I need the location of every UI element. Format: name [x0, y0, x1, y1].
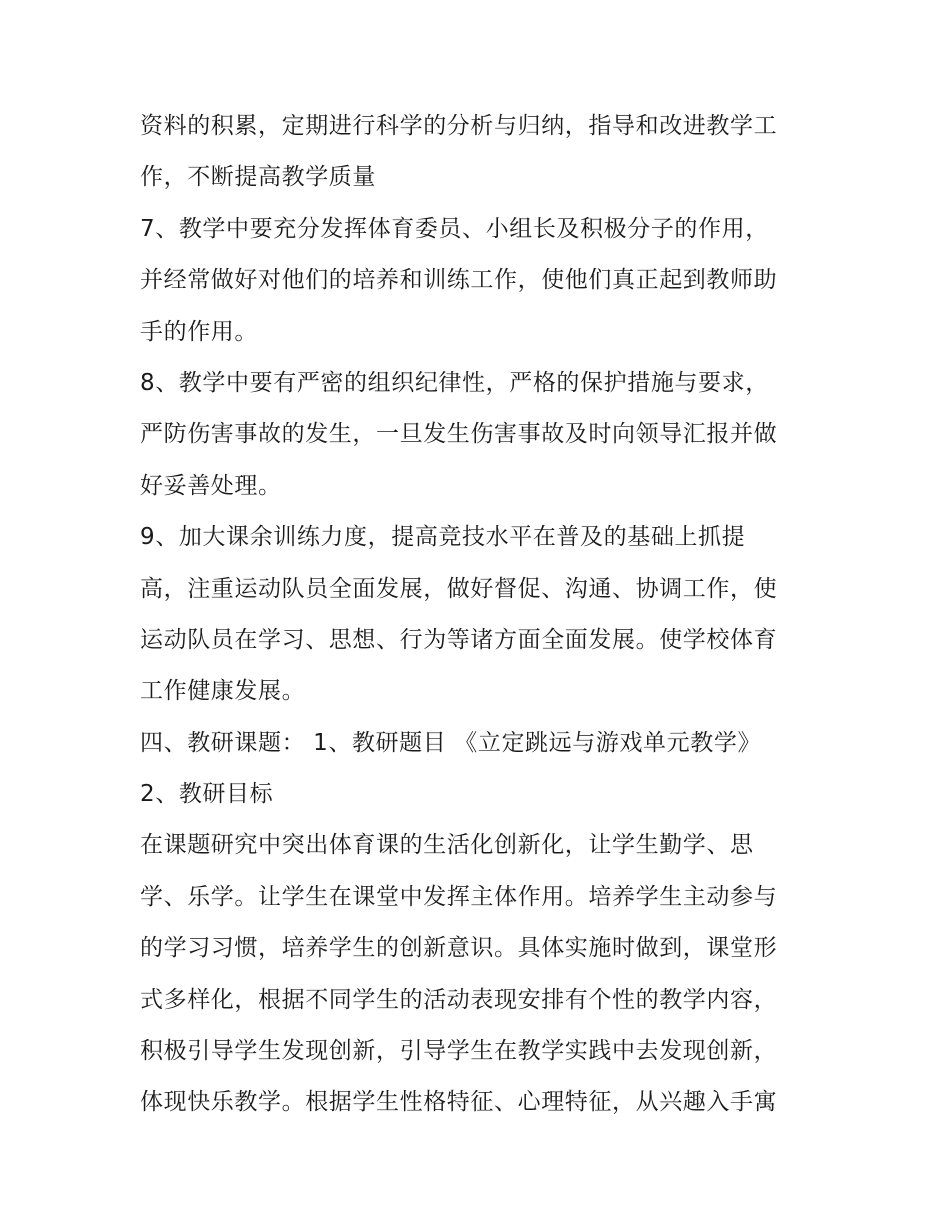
document-body — [140, 101, 820, 1129]
text-line: 9、加大课余训练力度，提高竞技水平在普及的基础上抓提 — [140, 524, 746, 551]
text-line: 的学习习惯，培养学生的创新意识。具体实施时做到，课堂形 — [140, 935, 778, 962]
text-line: 好妥善处理。 — [140, 472, 282, 499]
text-line: 高，注重运动队员全面发展，做好督促、沟通、协调工作，使 — [140, 575, 778, 602]
text-line: 8、教学中要有严密的组织纪律性，严格的保护措施与要求， — [140, 369, 769, 396]
text-line: 工作健康发展。 — [140, 678, 306, 705]
text-line: 手的作用。 — [140, 318, 258, 345]
text-line: 积极引导学生发现创新，引导学生在教学实践中去发现创新， — [140, 1038, 778, 1065]
text-line: 并经常做好对他们的培养和训练工作，使他们真正起到教师助 — [140, 267, 778, 294]
section-heading: 四、教研课题： 1、教研题目 《立定跳远与游戏单元教学》 — [140, 729, 762, 756]
text-line: 7、教学中要充分发挥体育委员、小组长及积极分子的作用， — [140, 215, 769, 242]
text-line: 式多样化，根据不同学生的活动表现安排有个性的教学内容， — [140, 986, 778, 1013]
text-line: 体现快乐教学。根据学生性格特征、心理特征，从兴趣入手寓 — [140, 1089, 778, 1116]
text-line: 作，不断提高教学质量 — [140, 164, 376, 191]
text-line: 学、乐学。让学生在课堂中发挥主体作用。培养学生主动参与 — [140, 883, 778, 910]
text-line: 资料的积累，定期进行科学的分析与归纳，指导和改进教学工 — [140, 113, 778, 139]
text-line: 运动队员在学习、思想、行为等诸方面全面发展。使学校体育 — [140, 626, 778, 653]
text-line: 严防伤害事故的发生，一旦发生伤害事故及时向领导汇报并做 — [140, 421, 778, 448]
text-line: 在课题研究中突出体育课的生活化创新化，让学生勤学、思 — [140, 832, 754, 859]
subsection-heading: 2、教研目标 — [140, 781, 274, 808]
